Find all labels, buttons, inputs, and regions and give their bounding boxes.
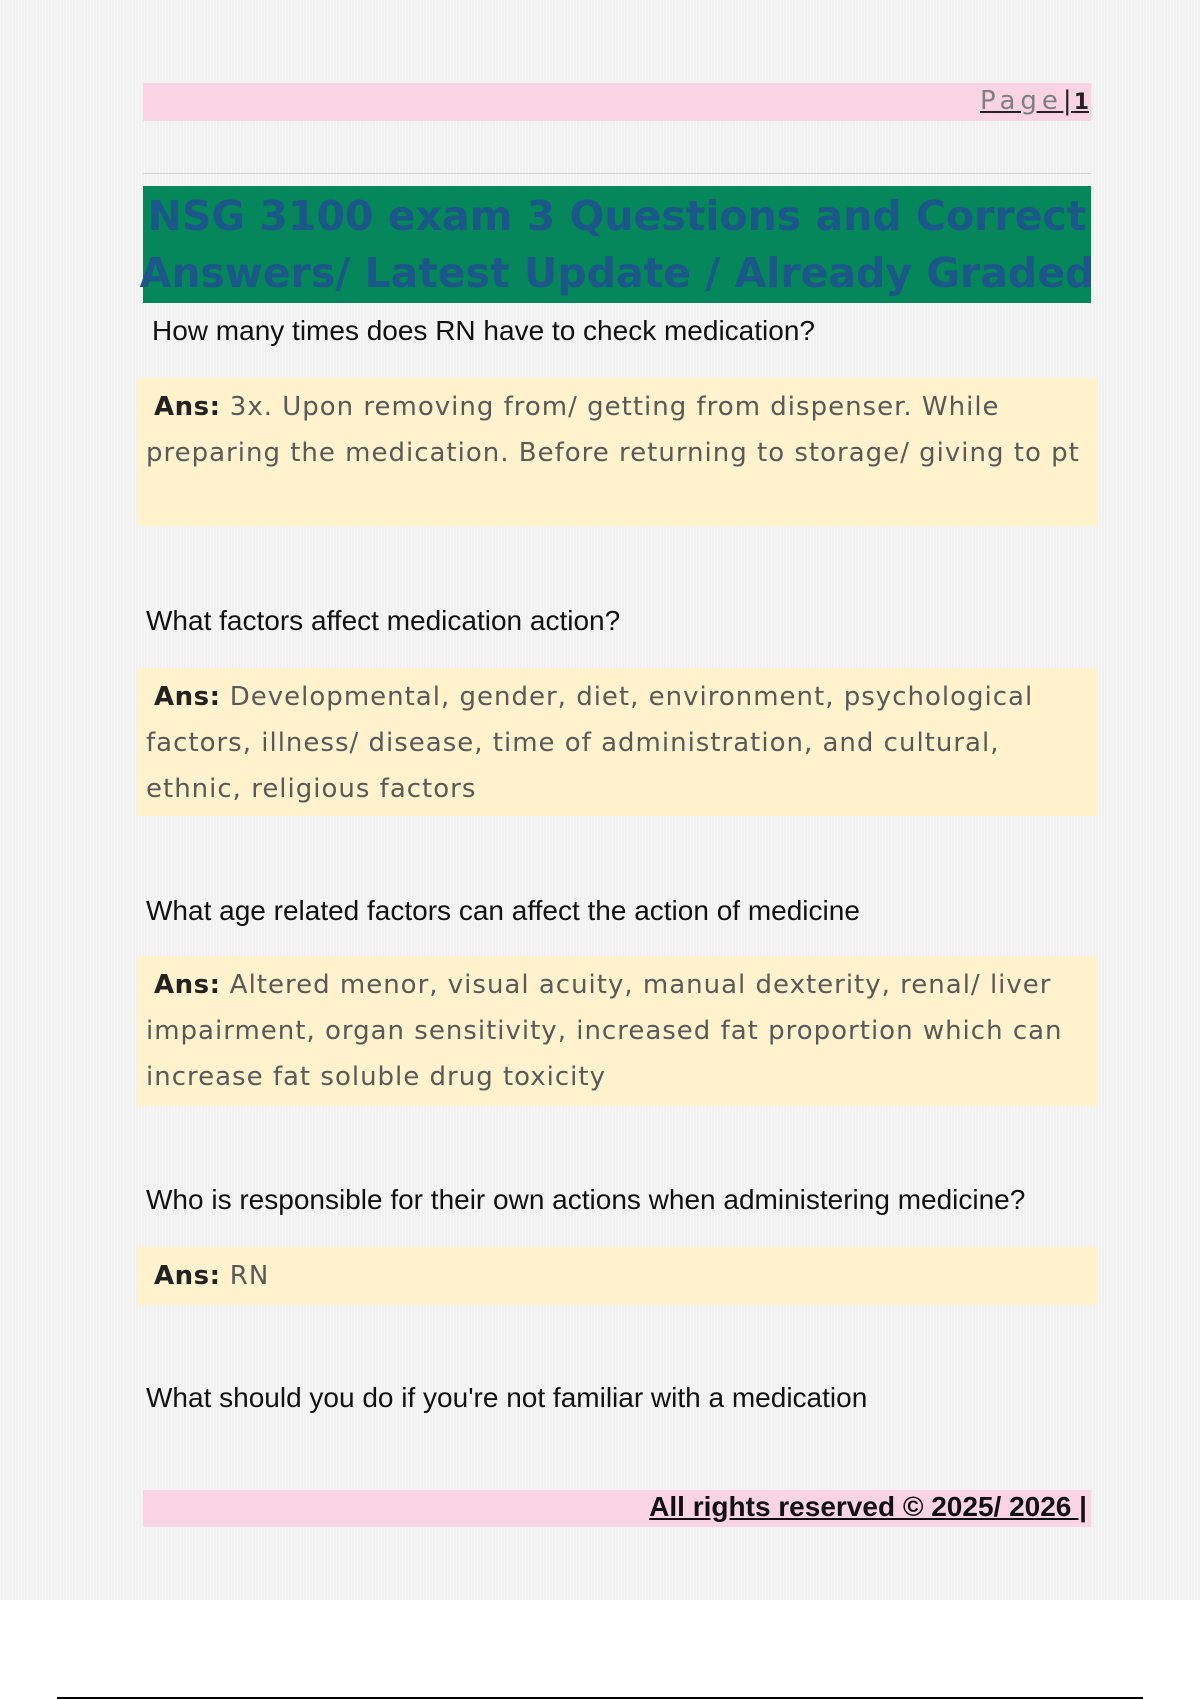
document-title: [139, 186, 1095, 303]
answer-text: Altered menor, visual acuity, manual dexterity, renal/ liver impairment, organ sensitivity, increased fat proportion which can increase fat soluble drug toxicity: [146, 970, 1063, 1092]
title-line-2: Answers/ Latest Update / Already Graded: [139, 248, 1095, 297]
answer-label: Ans:: [154, 682, 221, 712]
question-1: How many times does RN have to check medication?: [152, 315, 815, 346]
page-header-bar: [143, 83, 1091, 121]
page-label: Page: [979, 86, 1063, 116]
page-separator: |: [1062, 86, 1074, 116]
answer-1: [138, 378, 1098, 526]
page-number-label: [980, 86, 1089, 116]
answer-label: Ans:: [154, 1261, 221, 1291]
title-line-1: NSG 3100 exam 3 Questions and Correct: [147, 191, 1087, 240]
question-4: Who is responsible for their own actions when administering medicine?: [146, 1184, 1026, 1215]
page-bottom-divider: [57, 1697, 1143, 1699]
answer-2: [138, 668, 1098, 816]
answer-3: [138, 956, 1098, 1106]
footer-copyright: All rights reserved © 2025/ 2026 |: [649, 1491, 1087, 1522]
question-5: What should you do if you're not familiar with a medication: [146, 1382, 868, 1413]
answer-label: Ans:: [154, 392, 221, 422]
answer-4: [138, 1247, 1098, 1305]
question-2: What factors affect medication action?: [146, 605, 621, 636]
answer-text: 3x. Upon removing from/ getting from dispenser. While preparing the medication. Before returning to storage/ giving to pt: [146, 392, 1080, 468]
answer-label: Ans:: [154, 970, 221, 1000]
header-divider: [143, 173, 1091, 174]
answer-text: RN: [229, 1261, 270, 1291]
page-number: 1: [1073, 90, 1089, 115]
question-3: What age related factors can affect the action of medicine: [146, 895, 860, 926]
answer-text: Developmental, gender, diet, environment, psychological factors, illness/ disease, time of administration, and cultural, ethnic, religious factors: [146, 682, 1034, 804]
page-footer-bar: [143, 1490, 1091, 1527]
